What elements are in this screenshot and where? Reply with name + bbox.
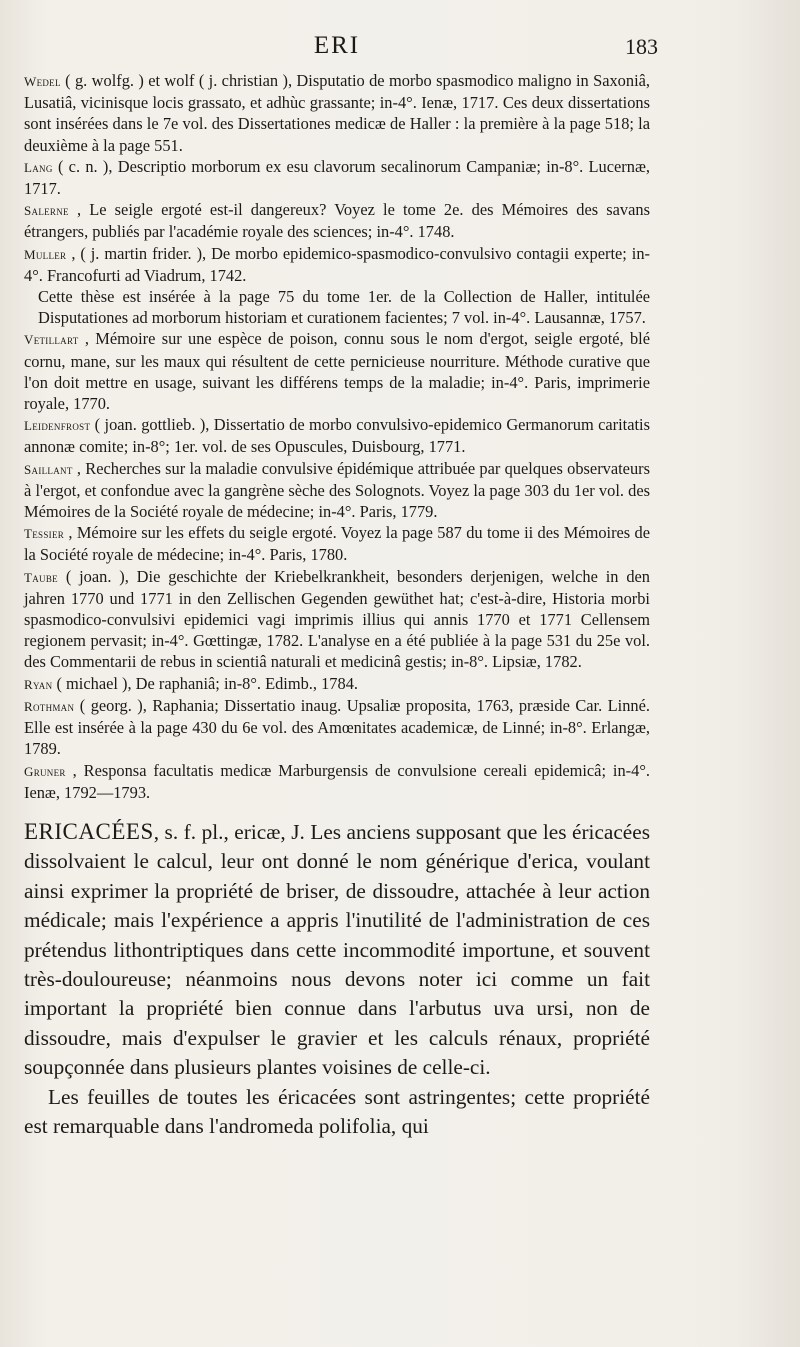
page-number: 183 (625, 34, 658, 59)
bibliography-entry (24, 156, 650, 199)
entry-text: ( joan. gottlieb. ), Dissertatio de morbo convulsivo-epidemico Germanorum caritatis annonæ comite; in-8°; 1er. vol. de ses Opuscules, Duisbourg, 1771. (24, 415, 650, 457)
bibliography-entry (24, 414, 650, 457)
entry-text: , Le seigle ergoté est-il dangereux? Voyez le tome 2e. des Mémoires des savans étrangers, publiés par l'académie royale des sciences; in-4°. 1748. (24, 200, 650, 242)
bibliography-list (24, 70, 650, 803)
bibliography-entry (24, 328, 650, 414)
entry-author: Muller (24, 246, 67, 262)
entry-text: ( georg. ), Raphania; Dissertatio inaug. Upsaliæ proposita, 1763, præside Car. Linné. Elle est insérée à la page 430 du 6e vol. des Amœnitates academicæ, de Linné; in-8°. Erlangæ, 1789. (24, 695, 650, 759)
article-paragraph: Les feuilles de toutes les éricacées sont astringentes; cette propriété est remarquable dans l'andromeda polifolia, qui (24, 1084, 650, 1138)
entry-author: Rothman (24, 698, 75, 714)
entry-author: Wedel (24, 74, 61, 89)
page-header (24, 32, 658, 70)
article-paragraph (24, 817, 650, 1083)
paragraph-text: , s. f. pl., ericæ, J. Les anciens supposant que les éricacées dissolvaient le calcul, leur ont donné le nom générique d'erica, voulant ainsi exprimer la propriété de briser, de dissoudre, attachée à leur action médicale; mais l'expérience a appris l'inutilité de l'administration de ces prétendus lithontriptiques dans cette incommodité importune, et souvent très-douloureuse; néanmoins nous devons noter ici comme un fait important la propriété bien connue dans l'arbutus uva ursi, non de dissoudre, mais d'expulser le gravier et les calculs rénaux, propriété soupçonnée dans plusieurs plantes voisines de celle-ci. (24, 819, 650, 1080)
entry-note: Cette thèse est insérée à la page 75 du tome 1er. de la Collection de Haller, intitulée Disputationes ad morborum historiam et curationem facientes; 7 vol. in-4°. Lausannæ, 1757. (38, 287, 650, 328)
entry-author: Taube (24, 569, 58, 585)
entry-text: , Recherches sur la maladie convulsive épidémique attribuée par quelques observateurs à l'ergot, et confondue avec la gangrène sèche des Solognots. Voyez la page 303 du 1er vol. des Mémoires de la Société royale de médecine; in-4°. Paris, 1779. (24, 458, 650, 522)
entry-text: , Mémoire sur une espèce de poison, connu sous le nom d'ergot, seigle ergoté, blé cornu, mane, sur les maux qui résultent de cette pernicieuse nourriture. Méthode curative que l'on doit mettre en usage, suivant les différens temps de la maladie; in-4°. Paris, imprimerie royale, 1770. (24, 329, 650, 414)
entry-text: ( michael ), De raphaniâ; in-8°. Edimb., 1784. (56, 673, 358, 693)
entry-text: ( c. n. ), Descriptio morborum ex esu clavorum secalinorum Campaniæ; in-8°. Lucernæ, 1717. (24, 156, 650, 199)
bibliography-entry (24, 243, 650, 329)
entry-author: Tessier (24, 526, 65, 542)
entry-author: Salerne (24, 203, 69, 219)
entry-author: Lang (24, 159, 53, 175)
article-body (24, 817, 650, 1141)
entry-text: ( g. wolfg. ) et wolf ( j. christian ), Disputatio de morbo spasmodico maligno in Saxoniâ, Lusatiâ, vicinisque locis grassato, et adhùc grassante; in-4°. Ienæ, 1717. Ces deux dissertations sont insérées dans le 7e vol. des Dissertationes medicæ de Haller : la première à la page 518; la deuxième à la page 551. (24, 71, 651, 155)
bibliography-entry (24, 522, 650, 565)
entry-author: Saillant (24, 461, 73, 477)
entry-text: , ( j. martin frider. ), De morbo epidemico-spasmodico-convulsivo contagii experte; in-4°. Francofurti ad Viadrum, 1742. (24, 243, 650, 285)
bibliography-entry (24, 673, 650, 695)
entry-text: , Mémoire sur les effets du seigle ergoté. Voyez la page 587 du tome ii des Mémoires de la Société royale de médecine; in-4°. Paris, 1780. (24, 523, 650, 565)
entry-author: Ryan (24, 676, 53, 692)
bibliography-entry (24, 199, 650, 242)
bibliography-entry (24, 695, 650, 760)
bibliography-entry (24, 760, 650, 803)
bibliography-entry (24, 70, 650, 156)
entry-author: Leidenfrost (24, 418, 91, 434)
entry-text: , Responsa facultatis medicæ Marburgensis de convulsione cereali epidemicâ; in-4°. Ienæ, 1792—1793. (24, 760, 650, 802)
running-title: ERI (313, 32, 361, 59)
entry-author: Vetillart (24, 332, 79, 348)
entry-text: ( joan. ), Die geschichte der Kriebelkrankheit, besonders derjenigen, welche in den jahren 1770 und 1771 in den Zellischen Gegenden gewüthet hat; c'est-à-dire, Historia morbi spasmodico-convulsivi epidemici vagi imprimis illius qui annis 1770 et 1771 Cellensem regionem pervasit; in-4°. Gœttingæ, 1782. L'analyse en a été publiée à la page 531 du 25e vol. des Commentarii de rebus in scientiâ naturali et medicinâ gestis; in-8°. Lipsiæ, 1782. (24, 566, 650, 672)
entry-author: Gruner (24, 763, 66, 779)
bibliography-entry (24, 566, 650, 673)
bibliography-entry (24, 458, 650, 523)
page-margin (680, 0, 800, 1347)
article-headword: ERICACÉES (24, 818, 154, 844)
